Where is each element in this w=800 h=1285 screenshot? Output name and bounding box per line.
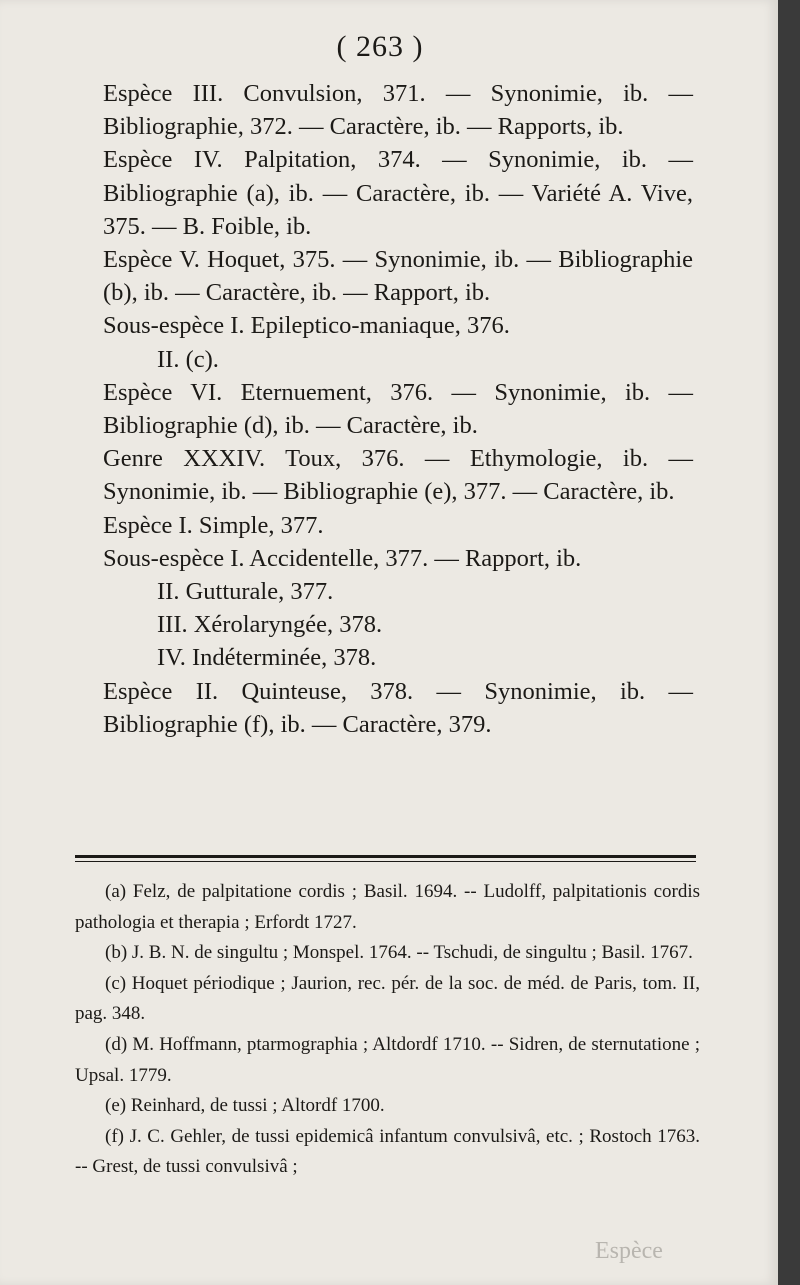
entry-espece-iv-palpitation: Espèce IV. Palpitation, 374. — Synonimie, ib. — Bibliographie (a), ib. — Caractère, ib. — Variété A. Vive, 375. — B. Foible, ib. [103, 146, 693, 240]
footnote-divider-thin [75, 861, 696, 862]
entry-espece-ii-quinteuse: Espèce II. Quinteuse, 378. — Synonimie, ib. — Bibliographie (f), ib. — Caractère, 379. [103, 677, 693, 738]
footnote-b [75, 938, 700, 969]
footnote-mark: (b) [105, 942, 128, 964]
footnote-c [75, 969, 700, 1030]
entry-espece-v-hoquet: Espèce V. Hoquet, 375. — Synonimie, ib. — Bibliographie (b), ib. — Caractère, ib. — Rapport, ib. [103, 246, 693, 307]
entry-espece-vi-eternuement: Espèce VI. Eternuement, 376. — Synonimie, ib. — Bibliographie (d), ib. — Caractère, ib. [103, 378, 693, 440]
footnote-a [75, 877, 700, 938]
entry-iv-indeterminee: IV. Indéterminée, 378. [157, 644, 377, 672]
entry-sous-espece-i-epileptico: Sous-espèce I. Epileptico-maniaque, 376. [103, 312, 510, 340]
footnote-text: J. C. Gehler, de tussi epidemicâ infantum convulsivâ, etc. ; Rostoch 1763. -- Grest, de tussi convulsivâ ; [75, 1125, 701, 1178]
page-number: ( 263 ) [336, 30, 424, 63]
footnote-mark: (d) [105, 1033, 128, 1055]
footnote-divider [75, 855, 696, 858]
footnote-d [75, 1030, 700, 1091]
footnotes [75, 877, 700, 1183]
footnote-mark: (c) [105, 972, 127, 994]
footnote-text: Hoquet périodique ; Jaurion, rec. pér. de la soc. de méd. de Paris, tom. II, pag. 348. [75, 972, 700, 1025]
table-of-contents [75, 77, 693, 741]
entry-espece-i-simple: Espèce I. Simple, 377. [103, 511, 324, 539]
footnote-text: M. Hoffmann, ptarmographia ; Altdordf 1710. -- Sidren, de sternutatione ; Upsal. 1779. [75, 1033, 701, 1086]
catchword: Espèce [595, 1238, 663, 1264]
entry-sous-espece-ii: II. (c). [157, 345, 219, 373]
footnote-f [75, 1122, 700, 1183]
footnote-mark: (e) [105, 1095, 127, 1117]
footnote-text: J. B. N. de singultu ; Monspel. 1764. -- Tschudi, de singultu ; Basil. 1767. [131, 942, 693, 964]
footnote-mark: (a) [105, 881, 127, 902]
entry-ii-gutturale: II. Gutturale, 377. [157, 578, 334, 606]
footnote-text: Reinhard, de tussi ; Altordf 1700. [130, 1095, 385, 1117]
entry-sous-espece-i-accidentelle: Sous-espèce I. Accidentelle, 377. — Rapport, ib. [103, 544, 582, 572]
entry-genre-xxxiv-toux: Genre XXXIV. Toux, 376. — Ethymologie, ib. — Synonimie, ib. — Bibliographie (e), 377. — Caractère, ib. [103, 445, 693, 506]
entry-espece-iii-convulsion: Espèce III. Convulsion, 371. — Synonimie, ib. — Bibliographie, 372. — Caractère, ib. — Rapports, ib. [103, 80, 693, 141]
entry-iii-xerolaryngee: III. Xérolaryngée, 378. [157, 611, 383, 639]
footnote-mark: (f) [105, 1125, 124, 1147]
footnote-e [75, 1091, 700, 1122]
footnote-text: Felz, de palpitatione cordis ; Basil. 1694. -- Ludolff, palpitationis cordis pathologia et therapia ; Erfordt 1727. [75, 881, 700, 933]
